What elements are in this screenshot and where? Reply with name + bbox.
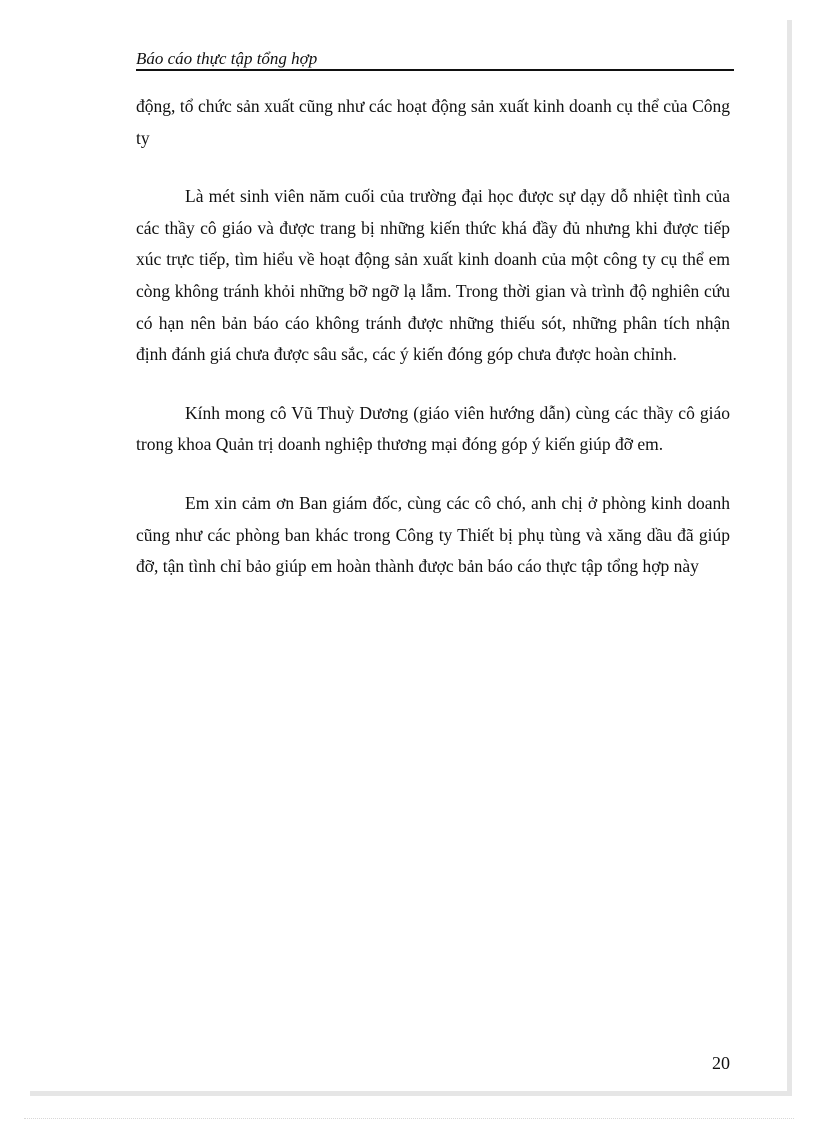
- header-rule: [136, 69, 734, 71]
- header-title: Báo cáo thực tập tổng hợp: [136, 49, 318, 68]
- page-number: 20: [712, 1053, 730, 1073]
- page-shadow-right: [787, 20, 792, 1095]
- body-text: [136, 91, 730, 583]
- paragraph-2: Là mét sinh viên năm cuối của trường đại học được sự dạy dỗ nhiệt tình của các thầy cô giáo và được trang bị những kiến thức khá đầy đủ nhưng khi được tiếp xúc trực tiếp, tìm hiểu về hoạt động sản xuất kinh doanh của một công ty cụ thể em còng không tránh khỏi những bỡ ngỡ lạ lẫm. Trong thời gian và trình độ nghiên cứu có hạn nên bản báo cáo không tránh được những thiếu sót, những phân tích nhận định đánh giá chưa được sâu sắc, các ý kiến đóng góp chưa được hoàn chỉnh.: [136, 186, 730, 365]
- paragraph-3: Kính mong cô Vũ Thuỳ Dương (giáo viên hướng dẫn) cùng các thầy cô giáo trong khoa Quản trị doanh nghiệp thương mại đóng góp ý kiến giúp đỡ em.: [136, 402, 730, 455]
- page-bottom-border: [24, 1118, 794, 1119]
- paragraph-4: Em xin cảm ơn Ban giám đốc, cùng các cô chó, anh chị ở phòng kinh doanh cũng như các phòng ban khác trong Công ty Thiết bị phụ tùng và xăng dầu đã giúp đỡ, tận tình chỉ bảo giúp em hoàn thành được bản báo cáo thực tập tổng hợp này: [136, 492, 730, 577]
- page-header: [136, 46, 734, 70]
- page-shadow-bottom: [30, 1091, 792, 1096]
- paragraph-1: động, tổ chức sản xuất cũng như các hoạt động sản xuất kinh doanh cụ thể của Công ty: [136, 96, 730, 148]
